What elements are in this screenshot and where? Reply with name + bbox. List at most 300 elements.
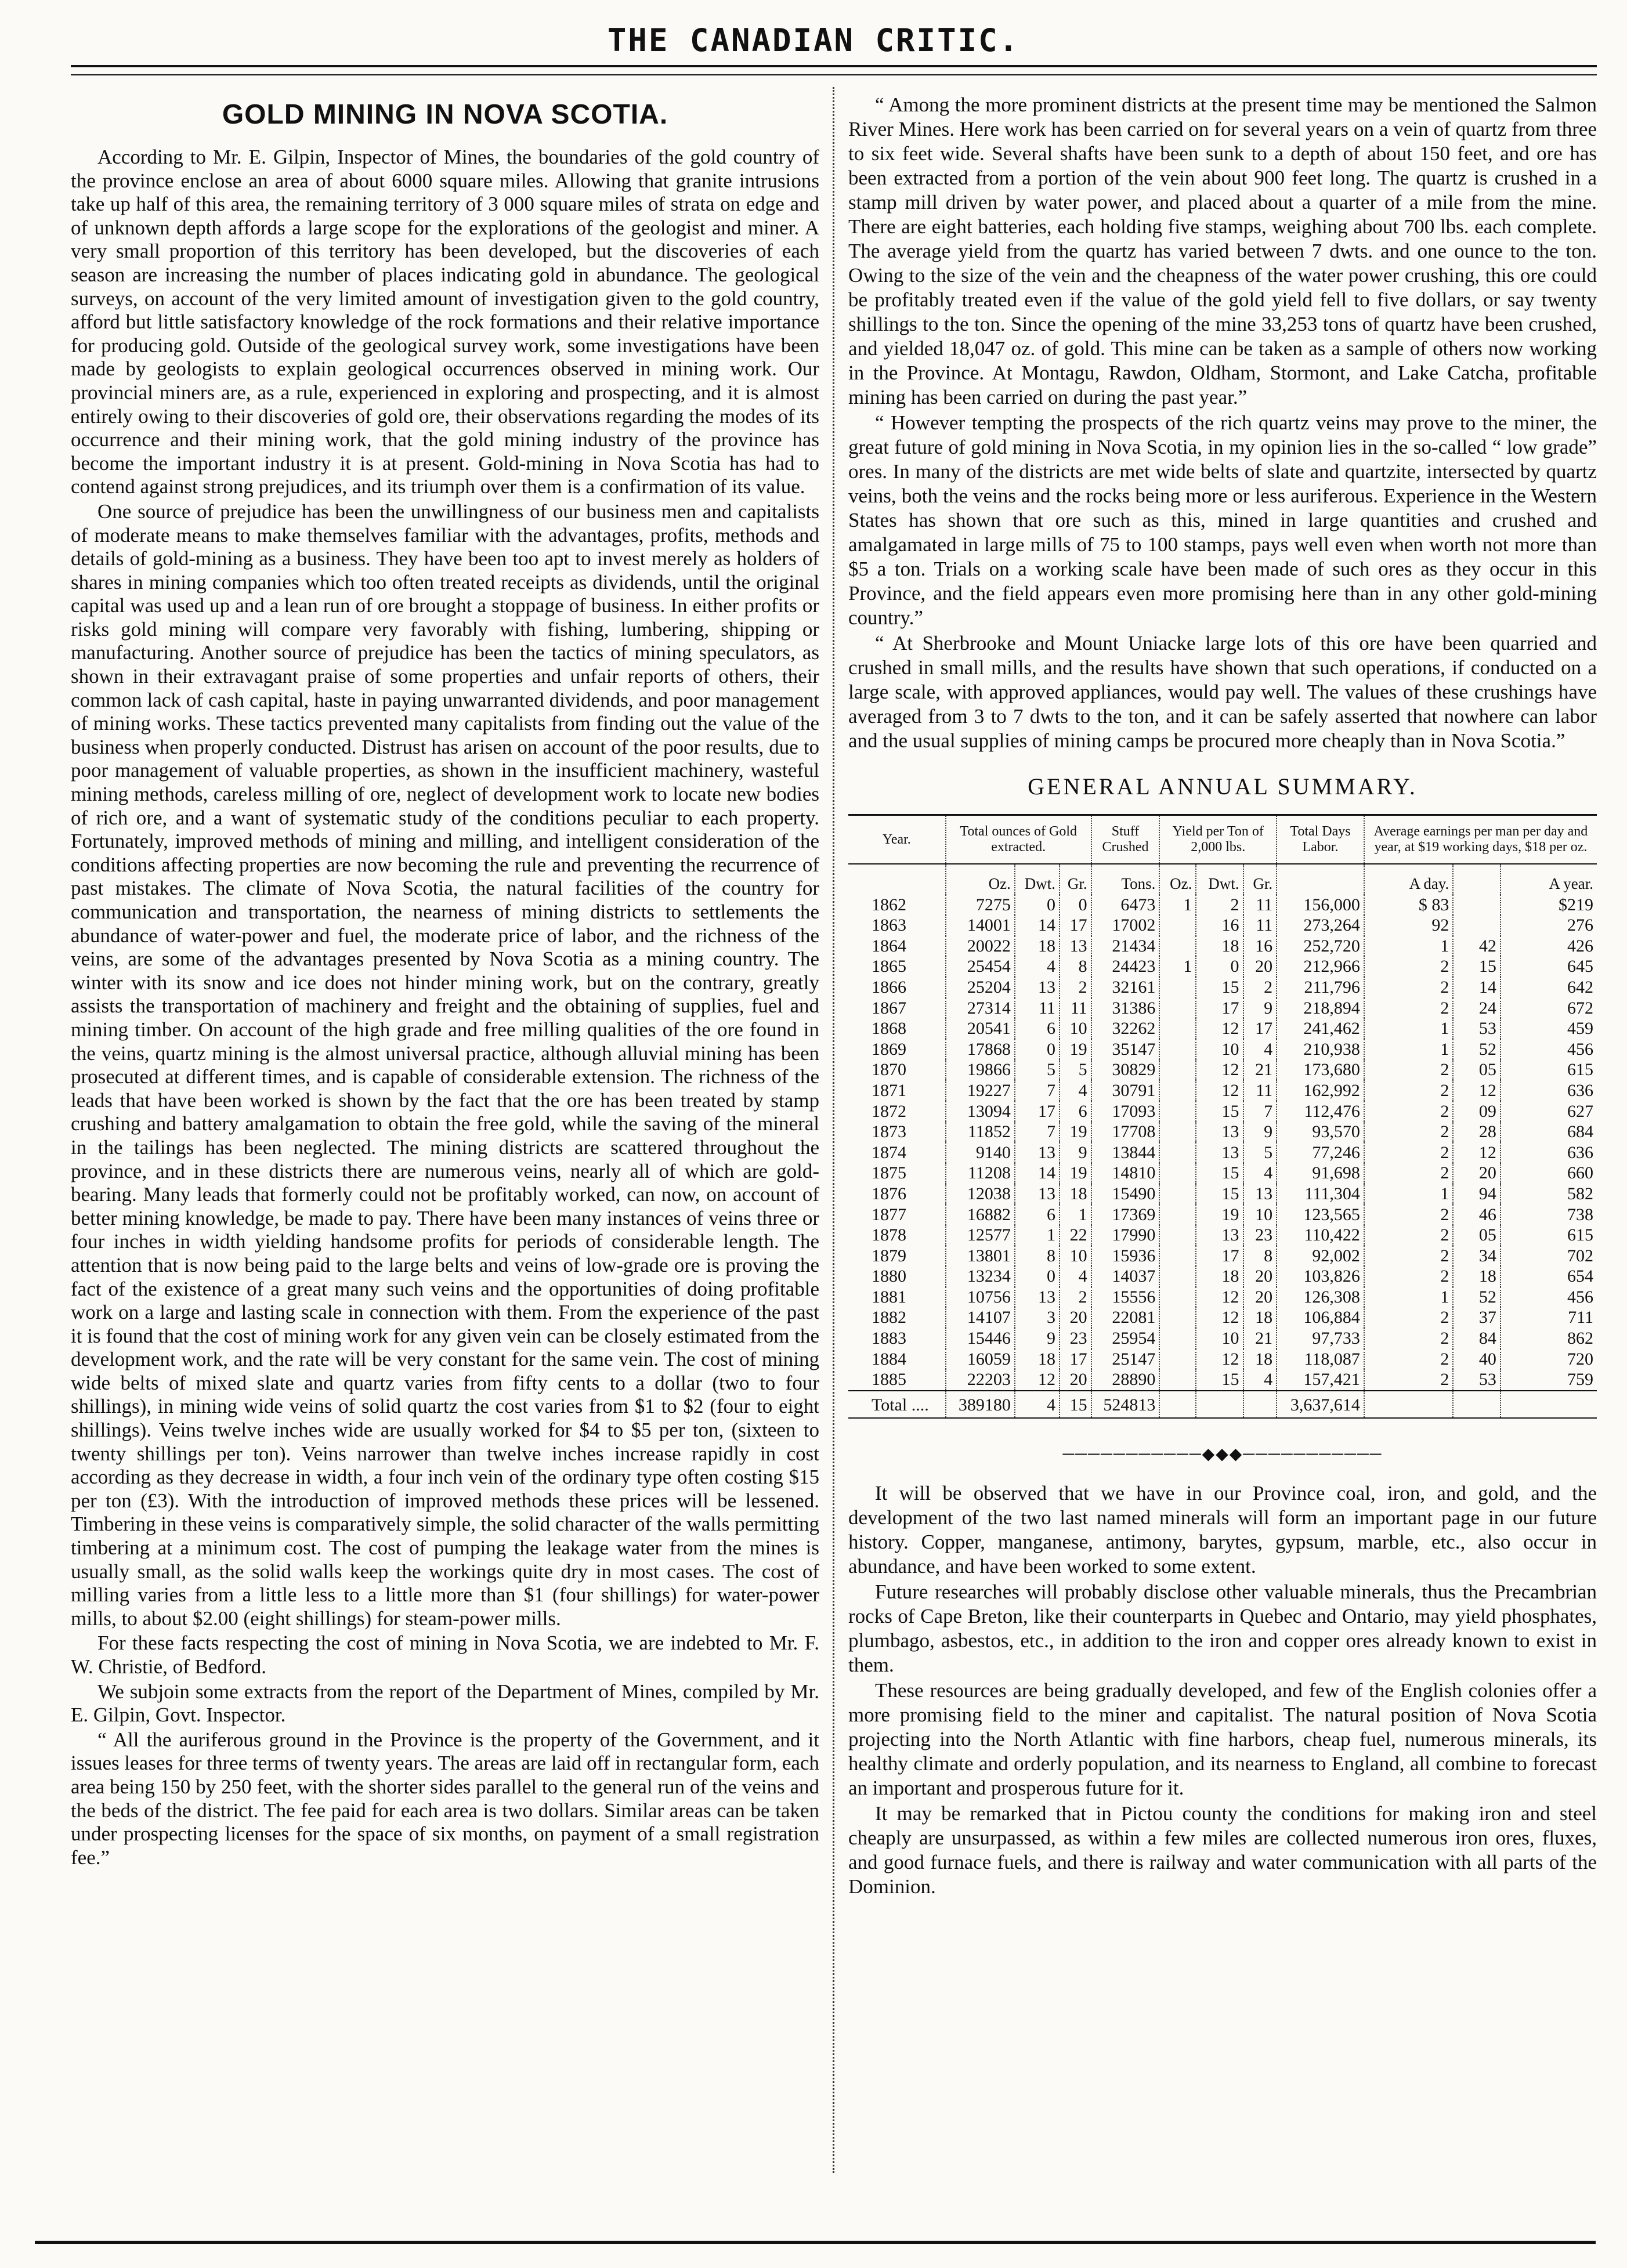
table-cell: 2 [1364,1349,1453,1370]
right-column [848,87,1597,2176]
table-title: GENERAL ANNUAL SUMMARY. [1028,773,1418,800]
table-cell: 23 [1060,1328,1091,1349]
table-cell: 12 [1453,1142,1501,1163]
table-cell: 19 [1060,1163,1091,1184]
table-cell [1159,1349,1196,1370]
table-cell: 18 [1196,1266,1243,1287]
table-cell [1159,1163,1196,1184]
table-cell: 28 [1453,1122,1501,1142]
table-cell: 2 [1364,1225,1453,1246]
table-cell: 1864 [872,936,906,956]
table-cell: 52 [1453,1287,1501,1308]
table-cell: 19 [1196,1204,1243,1225]
table-cell: 17369 [1091,1204,1160,1225]
table-cell: 6473 [1091,895,1160,916]
table-row [848,895,1597,916]
table-cell: 6 [1015,1018,1060,1039]
table-cell: 25147 [1091,1349,1160,1370]
table-cell: 9 [1243,1122,1277,1142]
table-cell: 7 [1015,1080,1060,1101]
table-cell: 111,304 [1277,1184,1364,1204]
table-cell: 126,308 [1277,1287,1364,1308]
table-cell: 636 [1501,1080,1597,1101]
paragraph: “ All the auriferous ground in the Province is the property of the Government, and it issues leases for three terms of twenty years. The areas are laid off in rectangular form, each area being 150 by 250 feet, with the shorter sides parallel to the general run of the veins and the beds of the district. The fee paid for each area is two dollars. Similar areas can be taken under prospecting licenses for the space of six months, on payment of a small registration fee.” [71,1728,819,1869]
masthead-rule-bottom [71,74,1597,75]
table-cell: 14037 [1091,1266,1160,1287]
table-cell: 720 [1501,1349,1597,1370]
table-cell: 1872 [872,1101,906,1121]
table-header: Total Days Labor. [1277,815,1364,864]
table-row [848,1039,1597,1060]
table-cell: 1 [1159,895,1196,916]
table-cell: 12038 [946,1184,1015,1204]
table-cell: 456 [1501,1039,1597,1060]
table-cell: 15490 [1091,1184,1160,1204]
table-cell: 17 [1196,998,1243,1019]
table-body [848,864,1597,1418]
table-cell: A year. [1501,864,1597,895]
table-cell: 2 [1364,1266,1453,1287]
table-row [848,936,1597,957]
table-cell: Dwt. [1015,864,1060,895]
table-header: Yield per Ton of 2,000 lbs. [1159,815,1277,864]
table-row [848,1018,1597,1039]
table-cell: 2 [1364,1204,1453,1225]
table-cell: 22 [1060,1225,1091,1246]
table-cell: 1880 [872,1267,906,1286]
table-cell: 46 [1453,1204,1501,1225]
table-cell: 13 [1196,1225,1243,1246]
paragraph: It may be remarked that in Pictou county the conditions for making iron and steel cheaply are unsurpassed, as within a few miles are collected numerous iron ores, fluxes, and good furnace fuels, and there is railway and water communication with all parts of the Dominion. [848,1802,1597,1898]
table-cell: 11 [1243,1080,1277,1101]
table-cell: 17 [1060,915,1091,936]
table-cell: 12577 [946,1225,1015,1246]
table-cell: 16 [1243,936,1277,957]
column-divider [833,87,834,2173]
table-cell: 2 [1196,895,1243,916]
masthead-rule-top [71,65,1597,67]
table-cell: 672 [1501,998,1597,1019]
table-cell: 11852 [946,1122,1015,1142]
table-cell: 53 [1453,1369,1501,1391]
table-cell: 19 [1060,1122,1091,1142]
table-cell: Tons. [1091,864,1160,895]
table-cell [1159,1307,1196,1328]
table-cell: 1882 [872,1308,906,1327]
table-cell: 8 [1060,956,1091,977]
table-cell: 1873 [872,1122,906,1142]
table-cell [1159,1184,1196,1204]
table-cell: 91,698 [1277,1163,1364,1184]
table-cell: 17868 [946,1039,1015,1060]
table-cell [1501,1391,1597,1419]
table-cell: 22081 [1091,1307,1160,1328]
paragraph: “ However tempting the prospects of the rich quartz veins may prove to the miner, the great future of gold mining in Nova Scotia, in my opinion lies in the so-called “ low grade” ores. In many of the districts are met wide belts of slate and quartzite, intersected by quartz veins, both the veins and the rocks being more or less auriferous. Experience in the Western States has shown that ore such as this, mined in large quantities and crushed and amalgamated in large mills of 75 to 100 stamps, pays well even when worth not more than $5 a ton. Trials on a working scale have been made of such ores as they occur in this Province, and the field appears even more promising here than in any other gold-mining country.” [848,411,1597,629]
table-cell: 18 [1015,1349,1060,1370]
table-cell: 31386 [1091,998,1160,1019]
table-cell: 15556 [1091,1287,1160,1308]
table-total-row [848,1391,1597,1419]
table-cell: 862 [1501,1328,1597,1349]
table-units-row [848,864,1597,895]
table-cell: 645 [1501,956,1597,977]
table-row [848,998,1597,1019]
table-cell: 20 [1243,1287,1277,1308]
table-cell: 21 [1243,1328,1277,1349]
table-cell: 1 [1015,1225,1060,1246]
table-header: Average earnings per man per day and year, at $19 working days, $18 per oz. [1364,815,1597,864]
table-cell: 711 [1501,1307,1597,1328]
table-cell: 0 [1015,1039,1060,1060]
table-header: Year. [848,815,946,864]
table-cell [1159,1391,1196,1419]
table-cell: 9140 [946,1142,1015,1163]
table-cell: Gr. [1060,864,1091,895]
table-cell: 4 [1060,1080,1091,1101]
table-cell: 1863 [872,916,906,935]
table-cell: 2 [1364,1122,1453,1142]
paragraph: “ At Sherbrooke and Mount Uniacke large lots of this ore have been quarried and crushed in small mills, and the results have shown that such operations, if conducted on a large scale, with approved appliances, would pay well. The values of these crushings have averaged from 3 to 7 dwts to the ton, and it can be safely asserted that nowhere can labor and the usual supplies of mining camps be procured more cheaply than in Nova Scotia.” [848,632,1597,752]
table-cell: 4 [1243,1369,1277,1391]
table-cell: 77,246 [1277,1142,1364,1163]
table-row [848,1349,1597,1370]
table-cell: 13 [1015,1142,1060,1163]
table-cell: 53 [1453,1018,1501,1039]
table-cell: 3,637,614 [1277,1391,1364,1419]
table-cell: 1 [1364,1184,1453,1204]
table-cell: 2 [1060,1287,1091,1308]
table-cell: 9 [1243,998,1277,1019]
table-cell [1159,1246,1196,1267]
table-cell: 118,087 [1277,1349,1364,1370]
table-cell: 11 [1060,998,1091,1019]
table-cell: 13094 [946,1101,1015,1122]
table-cell: 212,966 [1277,956,1364,977]
table-cell: 2 [1364,956,1453,977]
table-cell: 1866 [872,977,906,997]
table-cell: 1877 [872,1204,906,1224]
table-cell: 09 [1453,1101,1501,1122]
table-cell: 15 [1196,1369,1243,1391]
table-cell: 8 [1243,1246,1277,1267]
paragraph: These resources are being gradually developed, and few of the English colonies offer a more promising field to the miner and capitalist. The natural position of Nova Scotia projecting into the North Atlantic with fine harbors, cheap fuel, numerous minerals, its healthy climate and orderly population, and its nearness to England, all combine to forecast an important and prosperous future for it. [848,1679,1597,1800]
table-cell: 156,000 [1277,895,1364,916]
paragraph: We subjoin some extracts from the report of the Department of Mines, compiled by Mr. E. Gilpin, Govt. Inspector. [71,1680,819,1727]
table-cell: 25454 [946,956,1015,977]
table-cell [1159,1266,1196,1287]
table-cell: 110,422 [1277,1225,1364,1246]
table-cell: 1876 [872,1184,906,1203]
paragraph: “ Among the more prominent districts at the present time may be mentioned the Salmon River Mines. Here work has been carried on for several years on a vein of quartz from three to six feet wide. Several shafts have been sunk to a depth of about 150 feet, and ore has been extracted from a portion of the vein about 900 feet long. The quartz is crushed in a stamp mill driven by water power, and placed about a quarter of a mile from the mine. There are eight batteries, each holding five stamps, weighing about 700 lbs. each complete. The average yield from the quartz has varied between 7 dwts. and one ounce to the ton. Owing to the size of the vein and the cheapness of the water power crushing, this ore could be profitably treated even if the value of the gold yield fell to five dollars, or say twenty shillings to the ton. Since the opening of the mine 33,253 tons of quartz have been crushed, and yielded 18,047 oz. of gold. This mine can be taken as a sample of others now working in the Province. At Montagu, Rawdon, Oldham, Stormont, and Lake Catcha, profitable mining has been carried on during the past year.” [848,93,1597,408]
table-cell: 636 [1501,1142,1597,1163]
table-cell: 5 [1243,1142,1277,1163]
table-cell: 13 [1015,1184,1060,1204]
table-cell: 276 [1501,915,1597,936]
table-cell: 25954 [1091,1328,1160,1349]
table-cell [1364,1391,1453,1419]
table-cell: 12 [1196,1349,1243,1370]
table-cell: 1 [1364,936,1453,957]
table-cell: 11 [1015,998,1060,1019]
table-cell: 2 [1364,1328,1453,1349]
table-cell: 15 [1196,1184,1243,1204]
table-cell: 7 [1243,1101,1277,1122]
table-cell: 32262 [1091,1018,1160,1039]
table-cell: 19866 [946,1059,1015,1080]
table-cell: 759 [1501,1369,1597,1391]
table-cell: 19 [1060,1039,1091,1060]
table-cell: 13234 [946,1266,1015,1287]
table-cell: 211,796 [1277,977,1364,998]
table-cell: 4 [1243,1039,1277,1060]
table-cell: A day. [1364,864,1453,895]
table-cell [1159,1287,1196,1308]
article-title: GOLD MINING IN NOVA SCOTIA. [222,99,668,130]
table-cell: 162,992 [1277,1080,1364,1101]
table-cell: 22203 [946,1369,1015,1391]
table-cell: 10 [1196,1328,1243,1349]
table-cell: 642 [1501,977,1597,998]
table-cell: 103,826 [1277,1266,1364,1287]
table-row [848,1184,1597,1204]
table-cell: 13 [1060,936,1091,957]
table-cell: 34 [1453,1246,1501,1267]
table-cell: 37 [1453,1307,1501,1328]
table-row [848,915,1597,936]
table-cell: 654 [1501,1266,1597,1287]
table-cell: 11 [1243,895,1277,916]
table-cell: 13844 [1091,1142,1160,1163]
table-cell: 1 [1364,1039,1453,1060]
table-cell: $ 83 [1364,895,1453,916]
paragraph: One source of prejudice has been the unwillingness of our business men and capitalists of moderate means to make themselves familiar with the advantages, profits, methods and details of gold-mining as a business. They have been too apt to invest merely as holders of shares in mining companies which too often treated receipts as dividends, until the original capital was used up and a lean run of ore brought a stoppage of business. In either profits or risks gold mining will compare very favorably with fishing, lumbering, shipping or manufacturing. Another source of prejudice has been the tactics of mining speculators, as shown in their extravagant praise of some properties and unfair reports of others, their common lack of cash capital, haste in paying unwarranted dividends, and poor management of mining works. These tactics prevented many capitalists from finding out the value of the business when properly conducted. Distrust has arisen on account of the poor results, due to poor management of valuable properties, as shown in the insufficient machinery, wasteful mining methods, careless milling of ore, neglect of development work to locate new bodies of rich ore, and a want of systematic study of the conditions peculiar to each property. Fortunately, improved methods of mining and milling, and intelligent consideration of the conditions affecting properties are now becoming the rule and preventing the recurrence of past mistakes. The climate of Nova Scotia, the natural facilities of the country for communication and transportation, the nearness of mining districts to settlements the abundance of water-power and fuel, the moderate price of labor, and the richness of the veins, are some of the advantages presented by Nova Scotia as a mining country. The winter with its snow and ice does not hinder mining work, but on the contrary, greatly assists the transportation of machinery and freight and the obtaining of supplies, fuel and mining timber. On account of the high grade and free milling qualities of the ore found in the veins, quartz mining is the almost universal practice, although alluvial mining has been prosecuted at different times, and is capable of considerable extension. The richness of the leads that have been worked is shown by the fact that the ore has been treated by stamp crushing and battery amalgamation to obtain the free gold, while the saving of the mineral in the tailings has been neglected. The mining districts are scattered throughout the province, and in these districts there are numerous veins, nearly all of which are gold-bearing. Many leads that formerly could not be profitably worked, can now, on account of better mining knowledge, be made to pay. There have been many instances of veins three or four inches in width yielding handsome profits for periods of considerable length. The attention that is now being paid to the large belts and veins of low-grade ore is proving the fact of the existence of a great many such veins and the opportunities of doing profitable work on a large and lasting scale in connection with them. From the experience of the past it is found that the cost of mining work for any given vein can be closely estimated from the development work, and the rate will be very constant for the same vein. The cost of mining wide belts of mixed slate and quartz varies from fifty cents to a dollar (two to four shillings), in mining wide veins of solid quartz the cost varies from $1 to $2 (four to eight shillings). Veins twelve inches wide are usually worked for $4 to $5 per ton, (sixteen to twenty shillings per ton). Veins narrower than twelve inches increase rapidly in cost according as they decrease in width, a four inch vein of the ordinary type often costing $15 per ton (£3). With the introduction of improved methods these prices will be lessened. Timbering in these veins is comparatively simple, the solid character of the walls permitting timbering at a minimum cost. The cost of pumping the leakage water from the mines is usually small, as the solid walls keep the workings quite dry in most cases. The cost of milling varies from a little less to a little more than $1 (four shillings) for water-power mills, to about $2.00 (eight shillings) for steam-power mills. [71,500,819,1630]
table-cell: 20 [1243,1266,1277,1287]
table-cell: Dwt. [1196,864,1243,895]
table-cell: 2 [1364,1307,1453,1328]
table-cell: 252,720 [1277,936,1364,957]
table-cell: 12 [1196,1307,1243,1328]
table-cell [1453,864,1501,895]
table-row [848,1266,1597,1287]
table-cell: 13 [1196,1122,1243,1142]
paragraph: According to Mr. E. Gilpin, Inspector of Mines, the boundaries of the gold country of the province enclose an area of about 6000 square miles. Allowing that granite intrusions take up half of this area, the remaining territory of 3 000 square miles of strata on edge and of unknown depth affords a large scope for the explorations of the geologist and miner. A very small proportion of this territory has been developed, but the discoveries of each season are increasing the number of places indicating gold in abundance. The geological surveys, on account of the very limited amount of investigation given to the gold country, afford but little satisfactory knowledge of the rock formations and their relative importance for producing gold. Outside of the geological survey work, some investigations have been made by geologists to explain geological occurrences observed in mining work. Our provincial miners are, as a rule, experienced in exploring and prospecting, and it is almost entirely owing to their discoveries of gold ore, their observations regarding the modes of its occurrence and their mining work, that the gold mining industry of the province has become the important industry it is at present. Gold-mining in Nova Scotia has had to contend against strong prejudices, and its triumph over them is a confirmation of its value. [71,146,819,498]
table-cell: 15 [1060,1391,1091,1419]
table-cell: 684 [1501,1122,1597,1142]
table-cell: 241,462 [1277,1018,1364,1039]
table-cell: 05 [1453,1059,1501,1080]
table-cell: 20 [1060,1369,1091,1391]
table-cell: 1867 [872,998,906,1018]
table-cell: 459 [1501,1018,1597,1039]
table-cell: 18 [1243,1349,1277,1370]
table-cell: 15 [1196,1163,1243,1184]
table-cell: 14001 [946,915,1015,936]
table-cell: 15 [1196,977,1243,998]
table-cell [1159,1080,1196,1101]
table-cell [1159,1328,1196,1349]
table-row [848,1225,1597,1246]
table-cell: 1 [1060,1204,1091,1225]
table-cell: 13 [1243,1184,1277,1204]
table-row [848,1163,1597,1184]
table-cell: 14 [1015,915,1060,936]
table-cell: 35147 [1091,1039,1160,1060]
table-cell: 10 [1060,1018,1091,1039]
table-cell: 2 [1364,1059,1453,1080]
table-cell: 6 [1015,1204,1060,1225]
masthead: THE CANADIAN CRITIC. [607,22,1020,59]
table-cell: 15 [1453,956,1501,977]
table-row [848,1369,1597,1391]
table-cell: Gr. [1243,864,1277,895]
table-cell: 21434 [1091,936,1160,957]
table-row [848,1287,1597,1308]
table-cell: 17093 [1091,1101,1160,1122]
table-cell: 1884 [872,1349,906,1369]
table-cell [1159,977,1196,998]
table-cell: 92 [1364,915,1453,936]
table-cell: 18 [1243,1307,1277,1328]
table-cell: 2 [1243,977,1277,998]
table-cell [1196,1391,1243,1419]
general-annual-summary-table [848,814,1597,1419]
table-cell [1159,915,1196,936]
table-cell: 157,421 [1277,1369,1364,1391]
paragraph: It will be observed that we have in our Province coal, iron, and gold, and the development of the two last named minerals will form an important page in our future history. Copper, manganese, antimony, barytes, gypsum, marble, etc., also occur in abundance, and have been worked to some extent. [848,1482,1597,1578]
table-cell: 12 [1015,1369,1060,1391]
table-cell: 15 [1196,1101,1243,1122]
table-cell: 17708 [1091,1122,1160,1142]
table-cell: $219 [1501,895,1597,916]
table-cell: 10 [1243,1204,1277,1225]
table-cell: 14 [1015,1163,1060,1184]
table-cell: Total .... [848,1391,946,1419]
table-cell: 30791 [1091,1080,1160,1101]
table-cell: 15446 [946,1328,1015,1349]
table-cell: 5 [1060,1059,1091,1080]
table-cell: 18 [1015,936,1060,957]
table-cell: 12 [1453,1080,1501,1101]
table-cell: 97,733 [1277,1328,1364,1349]
table-cell: 2 [1364,1142,1453,1163]
table-cell [1453,895,1501,916]
table-cell: 2 [1364,977,1453,998]
table-cell: 20 [1060,1307,1091,1328]
table-row [848,1059,1597,1080]
table-cell: 32161 [1091,977,1160,998]
table-cell: 615 [1501,1059,1597,1080]
table-cell [1159,1059,1196,1080]
table-cell [1159,1204,1196,1225]
table-cell: 30829 [1091,1059,1160,1080]
table-cell [1277,864,1364,895]
table-cell: 28890 [1091,1369,1160,1391]
table-cell: 1869 [872,1039,906,1059]
table-cell: 17 [1060,1349,1091,1370]
table-cell [1159,1142,1196,1163]
table-cell: 1 [1159,956,1196,977]
table-cell: 18 [1060,1184,1091,1204]
table-cell: 1 [1364,1018,1453,1039]
table-row [848,1204,1597,1225]
footer-rule [35,2241,1596,2244]
table-cell: 7275 [946,895,1015,916]
table-cell: 17990 [1091,1225,1160,1246]
table-header: Stuff Crushed [1091,815,1160,864]
table-cell: 106,884 [1277,1307,1364,1328]
table-cell: 273,264 [1277,915,1364,936]
paragraph: For these facts respecting the cost of mining in Nova Scotia, we are indebted to Mr. F. W. Christie, of Bedford. [71,1632,819,1678]
table-cell: 9 [1060,1142,1091,1163]
table-cell [1159,1039,1196,1060]
table-cell: 11208 [946,1163,1015,1184]
table-cell: 10 [1196,1039,1243,1060]
left-column [71,87,819,2176]
table-cell [1453,915,1501,936]
table-cell [1159,998,1196,1019]
table-cell: 12 [1196,1287,1243,1308]
table-cell [1159,936,1196,957]
table-cell: 24 [1453,998,1501,1019]
table-cell: 1878 [872,1225,906,1245]
table-row [848,956,1597,977]
table-cell: 10756 [946,1287,1015,1308]
table-cell: 20 [1243,956,1277,977]
table-cell: 1874 [872,1142,906,1162]
table-cell: 2 [1364,1080,1453,1101]
table-cell: 2 [1364,1246,1453,1267]
table-cell: 2 [1364,1101,1453,1122]
table-cell: 27314 [946,998,1015,1019]
table-row [848,1246,1597,1267]
table-cell: 5 [1015,1059,1060,1080]
table-cell: 16 [1196,915,1243,936]
table-row [848,1307,1597,1328]
table-cell: 1883 [872,1329,906,1348]
table-cell: 19227 [946,1080,1015,1101]
table-cell: 582 [1501,1184,1597,1204]
table-cell: 4 [1015,1391,1060,1419]
table-cell: 14 [1453,977,1501,998]
table-cell: 13 [1196,1142,1243,1163]
table-row [848,1080,1597,1101]
table-cell: 2 [1364,1163,1453,1184]
table-cell: 3 [1015,1307,1060,1328]
table-cell: 1868 [872,1019,906,1039]
table-cell: 20022 [946,936,1015,957]
table-cell: 1879 [872,1246,906,1265]
table-cell: 1 [1364,1287,1453,1308]
table-cell: 21 [1243,1059,1277,1080]
table-cell: 10 [1060,1246,1091,1267]
table-cell: 20 [1453,1163,1501,1184]
table-cell: 4 [1243,1163,1277,1184]
table-cell: 17 [1196,1246,1243,1267]
table-cell: 524813 [1091,1391,1160,1419]
table-cell: 13 [1015,977,1060,998]
table-cell: 660 [1501,1163,1597,1184]
table-cell: 4 [1060,1266,1091,1287]
paragraph: Future researches will probably disclose other valuable minerals, thus the Precambrian rocks of Cape Breton, like their counterparts in Quebec and Ontario, may yield phosphates, plumbago, asbestos, etc., in addition to the iron and copper ores already known to exist in them. [848,1580,1597,1677]
table-cell: 23 [1243,1225,1277,1246]
ornament-divider: ───────────◆◆◆─────────── [1062,1445,1383,1464]
table-cell: 24423 [1091,956,1160,977]
table-cell: 1881 [872,1287,906,1307]
table-cell: 42 [1453,936,1501,957]
table-cell: 9 [1015,1328,1060,1349]
table-header-row [848,815,1597,864]
table-cell: 94 [1453,1184,1501,1204]
